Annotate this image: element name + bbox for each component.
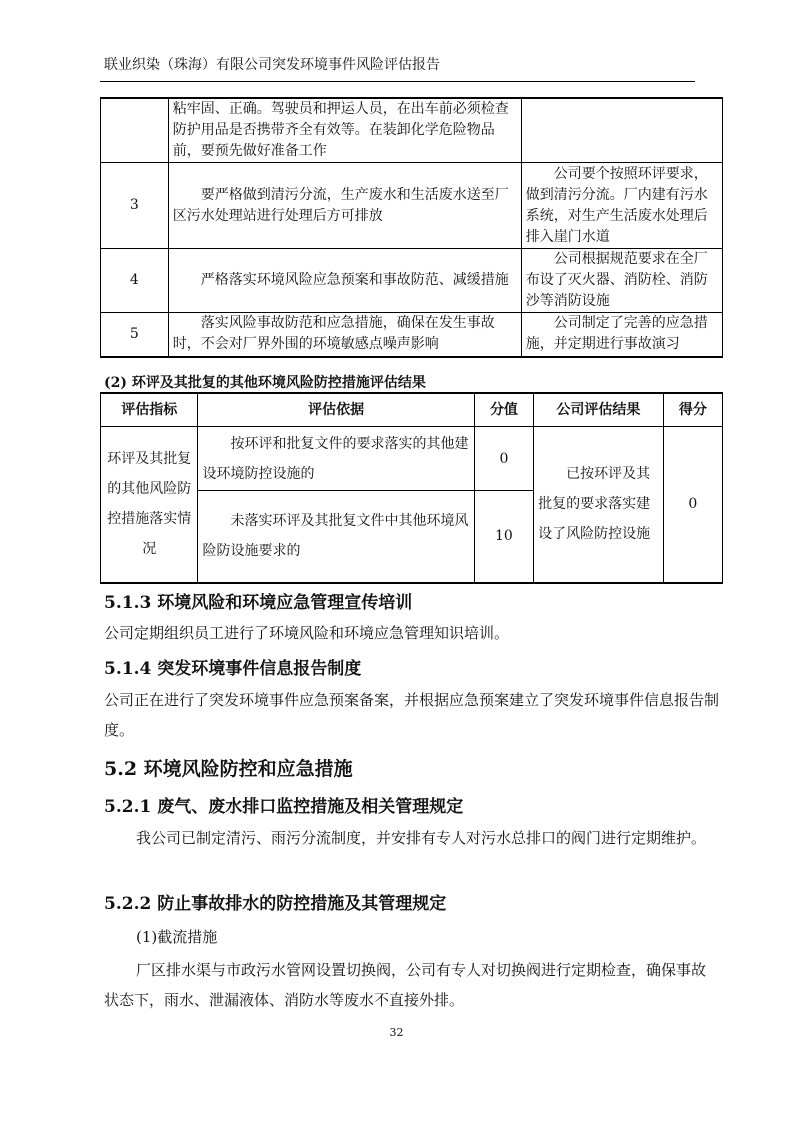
basis-cell: 按环评和批复文件的要求落实的其他建设环境防控设施的 <box>198 427 474 491</box>
page-number: 32 <box>389 1026 404 1039</box>
header-row <box>101 393 723 427</box>
document-header: 联业织染（珠海）有限公司突发环境事件风险评估报告 <box>104 57 440 73</box>
table-row <box>101 427 723 491</box>
column-header: 评估依据 <box>198 393 474 427</box>
paragraph: 公司正在进行了突发环境事件应急预案备案，并根据应急预案建立了突发环境事件信息报告制度。 <box>104 691 720 739</box>
paragraph: 公司定期组织员工进行了环境风险和环境应急管理知识培训。 <box>104 624 510 642</box>
table-row <box>101 163 723 249</box>
status-cell: 公司制定了完善的应急措施，并定期进行事故演习 <box>521 313 722 357</box>
points-cell: 0 <box>663 427 722 583</box>
table-row <box>101 313 723 357</box>
column-header: 得分 <box>663 393 722 427</box>
measures-table <box>100 97 723 358</box>
status-cell <box>521 98 722 163</box>
row-number: 5 <box>101 313 169 357</box>
column-header: 评估指标 <box>101 393 198 427</box>
evaluation-table <box>100 392 723 584</box>
row-number: 4 <box>101 249 169 313</box>
result-cell: 已按环评及其批复的要求落实建设了风险防控设施 <box>534 427 664 583</box>
column-header: 分值 <box>474 393 533 427</box>
requirement-cell: 要严格做到清污分流，生产废水和生活废水送至厂区污水处理站进行处理后方可排放 <box>168 163 521 249</box>
paragraph: 厂区排水渠与市政污水管网设置切换阀，公司有专人对切换阀进行定期检查，确保事故状态下，雨水、泄漏液体、消防水等废水不直接外排。 <box>104 961 707 1009</box>
score-cell: 10 <box>474 491 533 583</box>
indicator-cell: 环评及其批复的其他风险防控措施落实情况 <box>101 427 198 583</box>
basis-cell: 未落实环评及其批复文件中其他环境风险防设施要求的 <box>198 491 474 583</box>
section-heading: 5.1.4 突发环境事件信息报告制度 <box>104 659 362 679</box>
section-heading: 5.2 环境风险防控和应急措施 <box>104 758 353 780</box>
section-heading: 5.2.1 废气、废水排口监控措施及相关管理规定 <box>104 797 464 817</box>
row-number <box>101 98 169 163</box>
column-header: 公司评估结果 <box>534 393 664 427</box>
requirement-cell: 落实风险事故防范和应急措施，确保在发生事故时，不会对厂界外围的环境敏感点噪声影响 <box>168 313 521 357</box>
requirement-cell: 粘牢固、正确。驾驶员和押运人员，在出车前必须检查防护用品是否携带齐全有效等。在装卸化学危险物品前，要预先做好准备工作 <box>168 98 521 163</box>
paragraph: 我公司已制定清污、雨污分流制度，并安排有专人对污水总排口的阀门进行定期维护。 <box>136 829 707 847</box>
score-cell: 0 <box>474 427 533 491</box>
subheading: (1)截流措施 <box>136 928 218 946</box>
table-row <box>101 249 723 313</box>
section-heading: 5.2.2 防止事故排水的防控措施及其管理规定 <box>104 894 447 914</box>
row-number: 3 <box>101 163 169 249</box>
requirement-cell: 严格落实环境风险应急预案和事故防范、减缓措施 <box>168 249 521 313</box>
section-heading: 5.1.3 环境风险和环境应急管理宣传培训 <box>104 593 413 613</box>
status-cell: 公司要个按照环评要求，做到清污分流。厂内建有污水系统，对生产生活废水处理后排入崖门水道 <box>521 163 722 249</box>
table-row <box>101 98 723 163</box>
status-cell: 公司根据规范要求在全厂布设了灭火器、消防栓、消防沙等消防设施 <box>521 249 722 313</box>
table-caption: (2) 环评及其批复的其他环境风险防控措施评估结果 <box>104 375 426 391</box>
header-rule <box>100 81 695 82</box>
